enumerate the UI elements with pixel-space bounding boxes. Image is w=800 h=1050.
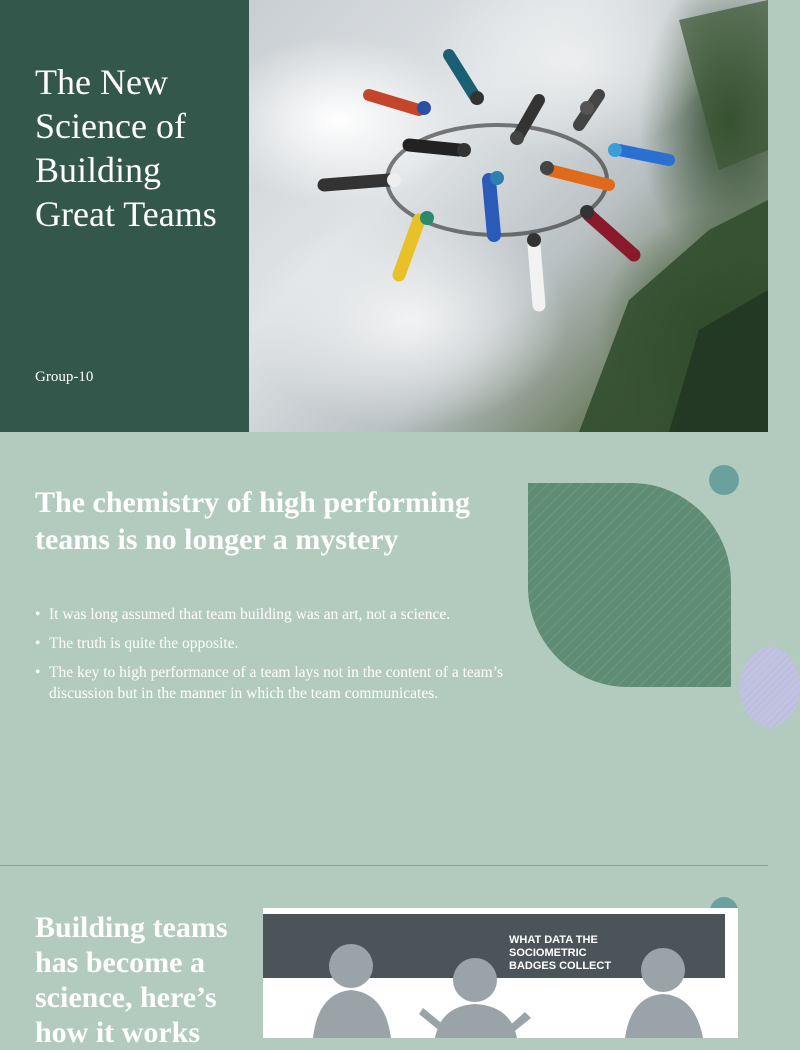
bullet-text: It was long assumed that team building was an art, not a science. [49, 606, 451, 623]
bullet-glyph: • [35, 635, 41, 652]
bullet-text: The key to high performance of a team lays not in the content of a team’s discussion but in the manner in which the team communicates. [49, 664, 504, 702]
science-slide [0, 866, 768, 1049]
people-silhouettes-illustration [263, 908, 738, 1038]
infographic-heading: WHAT DATA THE SOCIOMETRIC BADGES COLLECT [509, 934, 612, 972]
skydivers-formation-photo [249, 0, 768, 432]
decorative-circle [709, 465, 739, 495]
decorative-leaf-shape [528, 483, 731, 687]
decorative-half-circle [740, 647, 800, 727]
title-slide [0, 0, 768, 432]
bullet-glyph: • [35, 606, 41, 623]
slide-title: The chemistry of high performing teams is no longer a mystery [35, 486, 470, 556]
bullet-text: The truth is quite the opposite. [49, 635, 239, 652]
title-panel [0, 0, 249, 432]
list-item [35, 633, 505, 654]
skydivers-illustration [249, 0, 768, 432]
list-item [35, 604, 505, 625]
presentation-subtitle: Group-10 [35, 369, 94, 385]
slide-title: Building teams has become a science, here’s how it works [35, 911, 228, 1049]
bullet-glyph: • [35, 664, 41, 681]
bullet-list [35, 604, 505, 712]
presentation-title: The New Science of Building Great Teams [35, 62, 217, 234]
sociometric-infographic [263, 908, 738, 1038]
list-item [35, 662, 505, 704]
chemistry-slide [0, 432, 768, 866]
